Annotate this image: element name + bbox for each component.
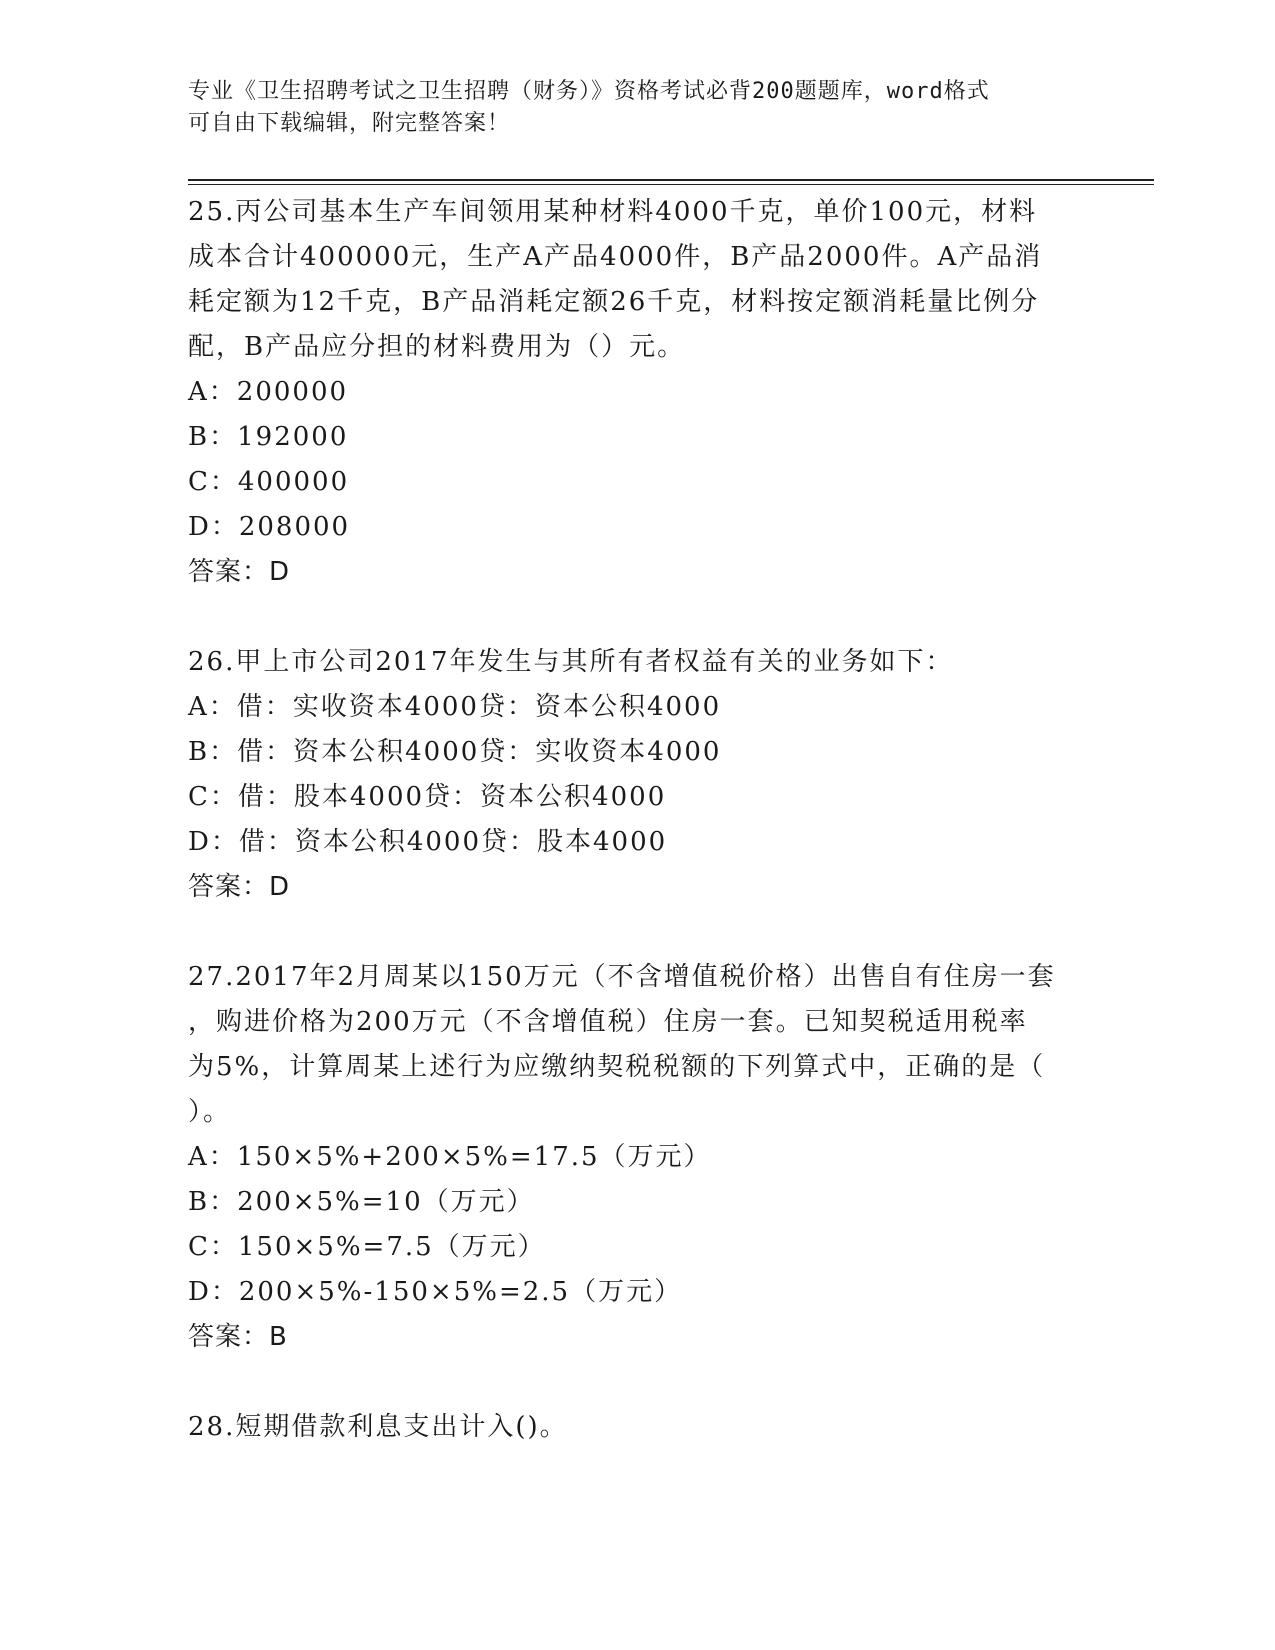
question-spacer	[188, 595, 1088, 640]
answer-line: 答案：D	[188, 557, 291, 587]
question-spacer	[188, 1360, 1088, 1405]
option-d: D：208000	[188, 512, 351, 542]
option-b: B：借：资本公积4000贷：实收资本4000	[188, 737, 722, 767]
question-list	[188, 190, 1088, 1450]
option-a: A：借：实收资本4000贷：资本公积4000	[188, 692, 722, 722]
header-line-1: 专业《卫生招聘考试之卫生招聘（财务）》资格考试必背200题题库，word格式	[188, 79, 990, 104]
question-28	[188, 1405, 1088, 1450]
header-divider-thin	[188, 184, 1154, 185]
option-a: A：200000	[188, 377, 349, 407]
question-stem-line: 成本合计400000元，生产A产品4000件，B产品2000件。A产品消	[188, 242, 1043, 272]
option-d: D：借：资本公积4000贷：股本4000	[188, 827, 668, 857]
option-c: C：150×5%=7.5（万元）	[188, 1232, 546, 1262]
question-stem-line: 27.2017年2月周某以150万元（不含增值税价格）出售自有住房一套	[188, 962, 1056, 992]
question-stem-line: 耗定额为12千克，B产品消耗定额26千克，材料按定额消耗量比例分	[188, 287, 1040, 317]
question-stem-line: ）。	[188, 1097, 232, 1127]
question-27	[188, 955, 1088, 1360]
question-26	[188, 640, 1088, 910]
option-b: B：200×5%=10（万元）	[188, 1187, 535, 1217]
question-stem-line: 为5%，计算周某上述行为应缴纳契税税额的下列算式中，正确的是（	[188, 1052, 1046, 1082]
answer-line: 答案：D	[188, 872, 291, 902]
question-spacer	[188, 910, 1088, 955]
document-header	[188, 76, 1088, 140]
option-b: B：192000	[188, 422, 349, 452]
answer-line: 答案：B	[188, 1322, 288, 1352]
option-c: C：400000	[188, 467, 350, 497]
question-stem-line: 28.短期借款利息支出计入()。	[188, 1412, 568, 1442]
question-stem-line: ，购进价格为200万元（不含增值税）住房一套。已知契税适用税率	[188, 1007, 1028, 1037]
header-divider-thick	[188, 179, 1154, 181]
question-stem-line: 26.甲上市公司2017年发生与其所有者权益有关的业务如下：	[188, 647, 954, 677]
question-stem-line: 25.丙公司基本生产车间领用某种材料4000千克，单价100元，材料	[188, 197, 1038, 227]
option-a: A：150×5%+200×5%=17.5（万元）	[188, 1142, 712, 1172]
header-line-2: 可自由下载编辑，附完整答案！	[188, 111, 511, 136]
question-stem-line: 配，B产品应分担的材料费用为（）元。	[188, 332, 686, 362]
question-25	[188, 190, 1088, 595]
option-d: D：200×5%-150×5%=2.5（万元）	[188, 1277, 683, 1307]
option-c: C：借：股本4000贷：资本公积4000	[188, 782, 667, 812]
